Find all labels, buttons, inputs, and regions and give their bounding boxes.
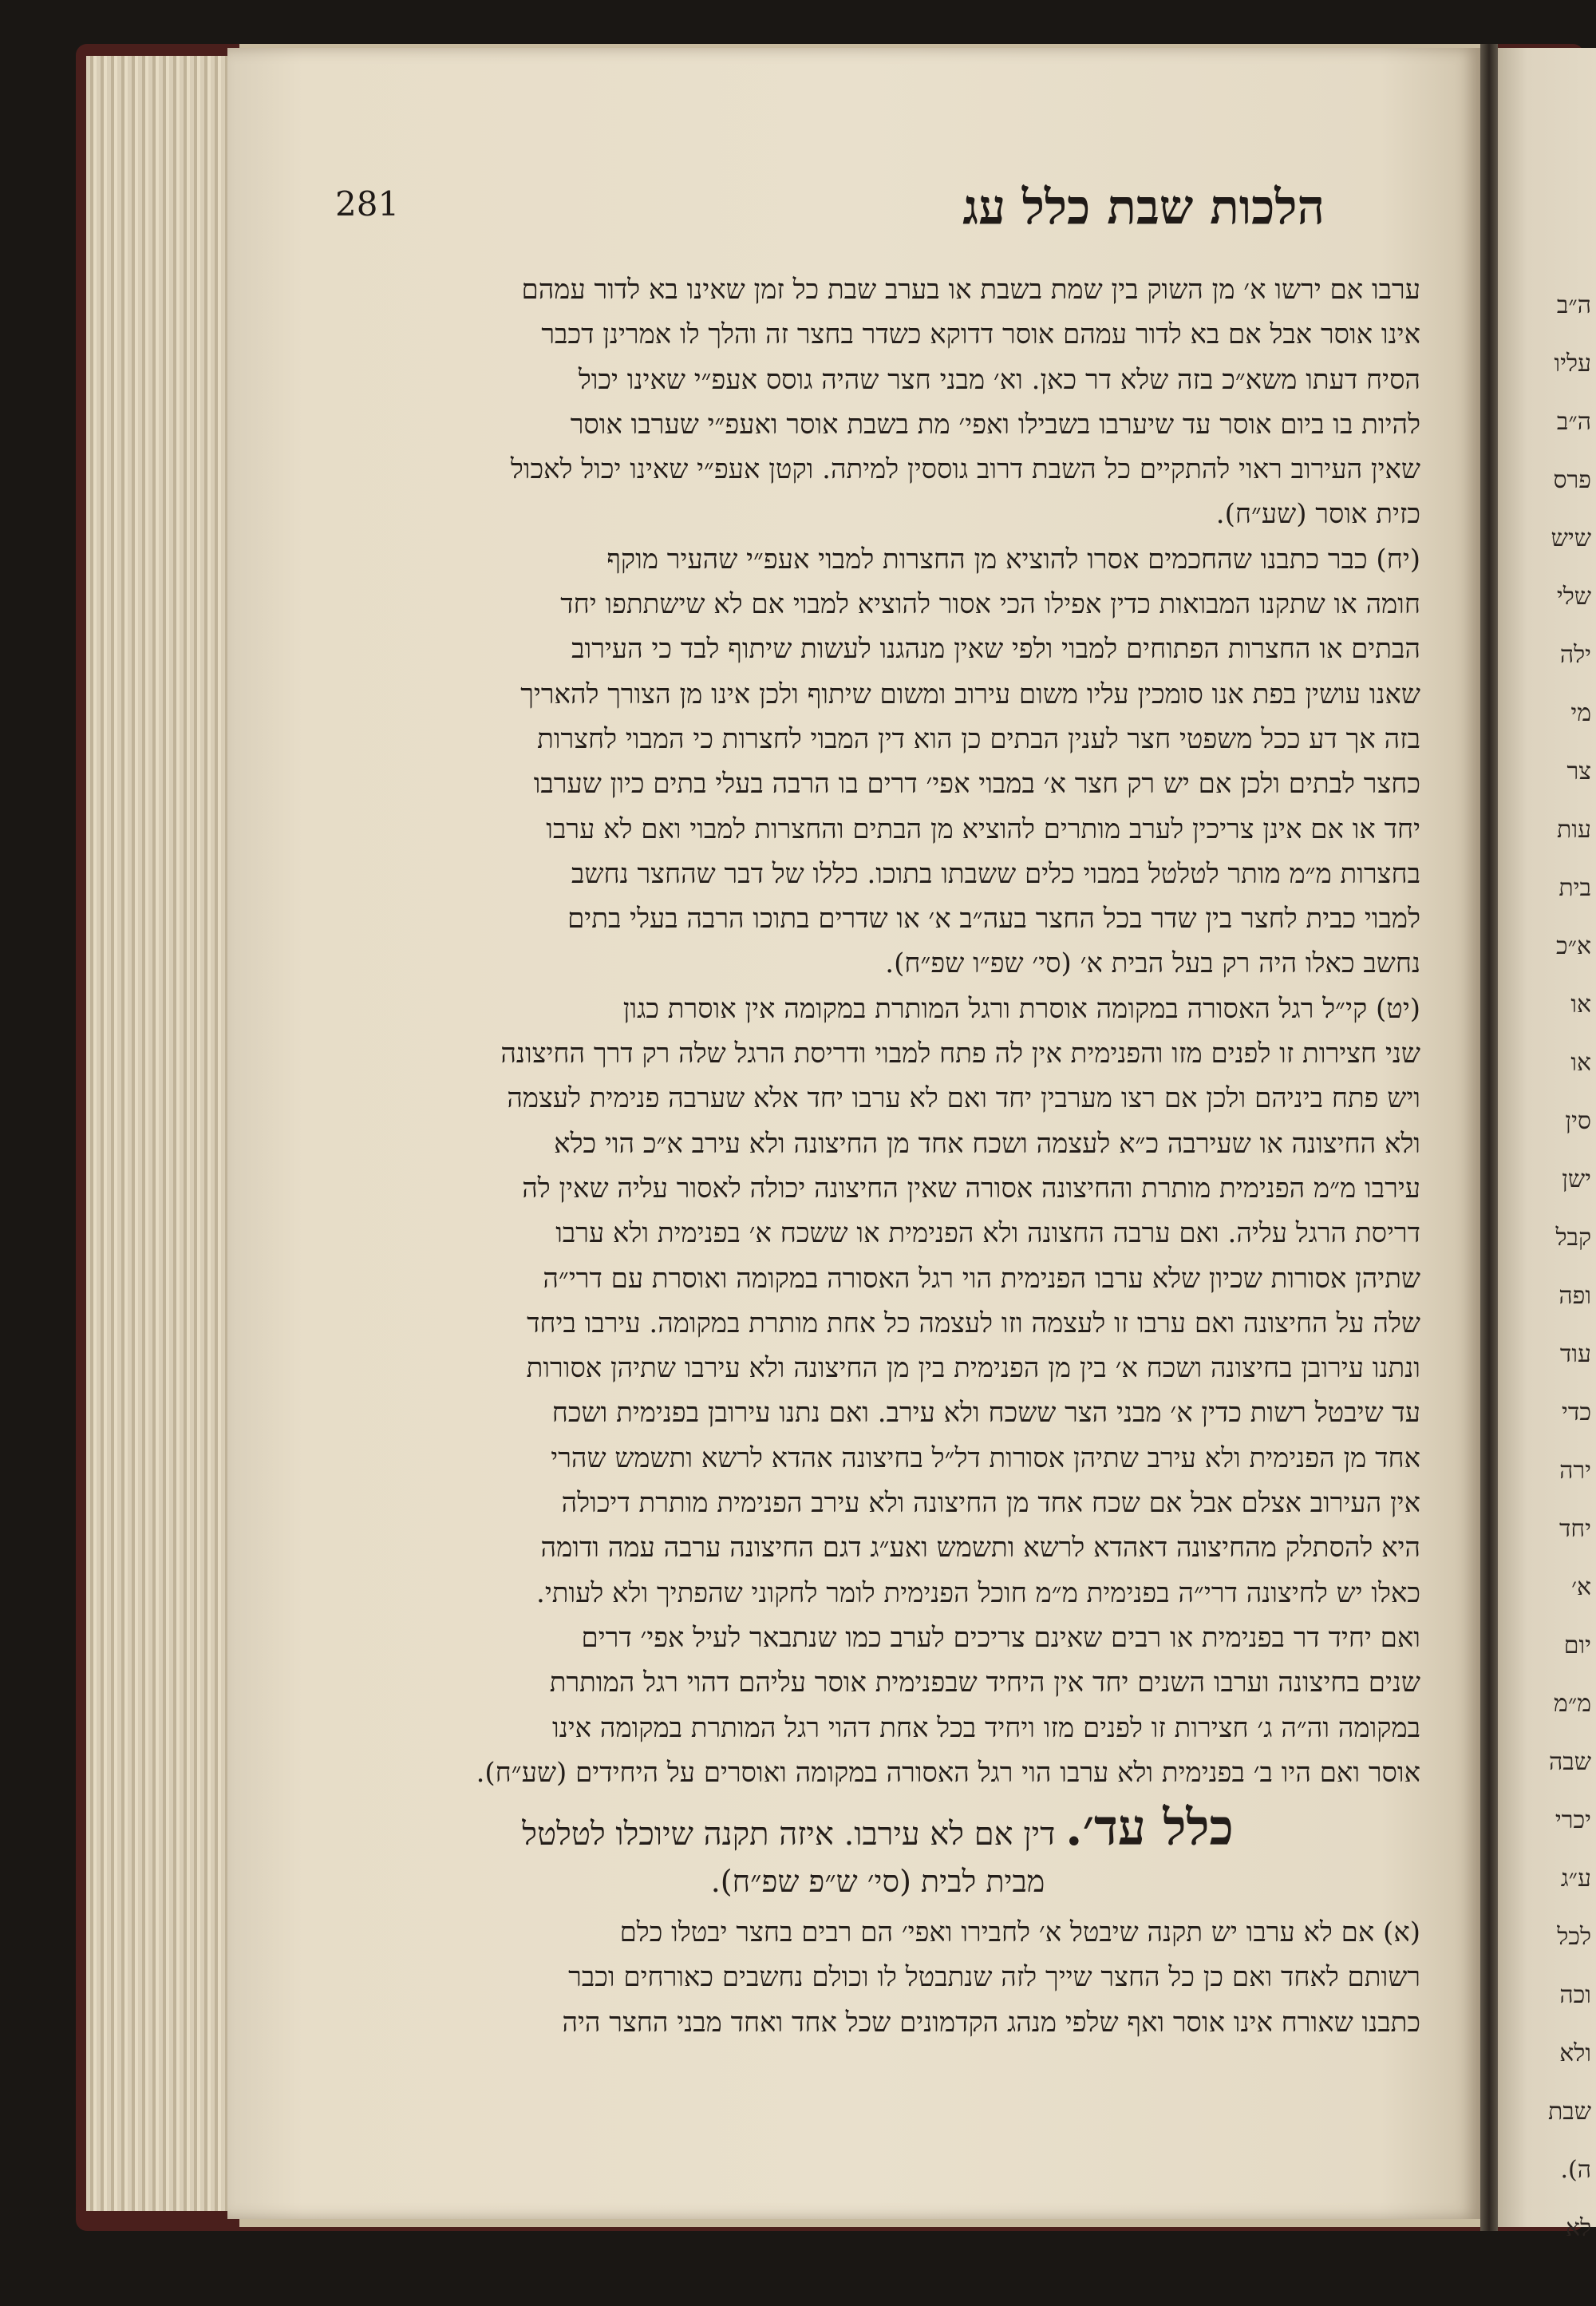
facing-page-fragment: או: [1570, 1049, 1591, 1077]
facing-page-fragment: עות: [1557, 816, 1591, 844]
text-line: (יט) קי״ל רגל האסורה במקומה אוסרת ורגל המותרת במקומה אין אוסרת כגון: [622, 992, 1420, 1025]
text-line: שני חצירות זו לפנים מזו והפנימית אין לה פתח למבוי ודריסת הרגל שלה רק דרך החיצונה: [500, 1038, 1420, 1070]
facing-page-fragment: יום: [1563, 1632, 1591, 1659]
facing-page: [1498, 48, 1596, 2242]
page-edges: [86, 56, 246, 2211]
text-line: ואם יחיד דר בפנימית או רבים שאינם צריכים לערב כמו שנתבאר לעיל אפי׳ דרים: [581, 1621, 1420, 1654]
text-line: (א) אם לא ערבו יש תקנה שיבטל א׳ לחבירו ואפי׳ הם רבים בחצר יבטלו כלם: [619, 1916, 1420, 1949]
text-line: במקומה וה״ה ג׳ חצירות זו לפנים מזו ויחיד בכל אחת דהוי רגל המותרת במקומה אינו: [552, 1711, 1420, 1744]
text-line: רשותם לאחד ואם כן כל החצר שייך לזה שנתבטל לו וכולם נחשבים כאורחים וכבר: [568, 1961, 1420, 1994]
facing-page-fragment: שבה: [1549, 1748, 1591, 1776]
text-line: עד שיבטל רשות כדין א׳ מבני הצר ששכח ולא עירב. ואם נתנו עירובן בפנימית ושכח: [551, 1397, 1420, 1430]
text-line: ויש פתח ביניהם ולכן אם רצו מערבין יחד ואם לא ערבו יחד אלא שערבה פנימית לעצמה: [507, 1082, 1420, 1115]
text-line: שנים בחיצונה וערבו השנים יחד אין היחיד שבפנימית אוסר עליהם דהוי רגל המותרת: [549, 1667, 1420, 1699]
text-line: כזית אוסר (שע״ח).: [1215, 498, 1420, 531]
facing-page-fragment: או: [1570, 991, 1591, 1019]
facing-page-fragment: שלי: [1556, 583, 1591, 611]
page-number: 281: [335, 184, 400, 223]
text-line: למבוי כבית לחצר בין שדר בכל החצר בעה״ב א׳ או שדרים בתוכו הרבה בעלי בתים: [567, 903, 1420, 935]
text-line: היא להסתלק מהחיצונה דאהדא לרשא ותשמש ואע״ג דגם החיצונה ערבה עמה ודומה: [540, 1532, 1420, 1564]
facing-page-fragment: כדי: [1562, 1398, 1591, 1426]
facing-page-fragment: וכה: [1559, 1981, 1591, 2009]
text-line: להיות בו ביום אוסר עד שיערבו בשבילו ואפי׳ מת בשבת אוסר ואעפ״י שערבו אוסר: [570, 408, 1420, 441]
section-heading: [335, 1798, 1420, 1904]
text-line: דריסת הרגל עליה. ואם ערבה החצונה ולא הפנימית או ששכח א׳ בפנימית ולא ערבו: [555, 1217, 1420, 1250]
facing-page-fragment: מי: [1570, 699, 1591, 727]
facing-page-fragment: קבל: [1555, 1224, 1591, 1252]
page-header: [335, 180, 1420, 243]
section-title-line1: דין אם לא עירבו. איזה תקנה שיוכלו לטלטל: [522, 1816, 1056, 1853]
text-line: (יח) כבר כתבנו שהחכמים אסרו להוציא מן החצרות למבוי אעפ״י שהעיר מוקף: [606, 543, 1420, 576]
facing-page-fragment: מ״מ: [1554, 1690, 1591, 1718]
section-title-line2: מבית לבית (סי׳ ש״פ שפ״ח).: [710, 1864, 1045, 1900]
facing-page-fragment: לא: [1565, 2214, 1591, 2242]
paragraph: [335, 537, 1420, 987]
paragraph: [335, 1910, 1420, 2045]
facing-page-fragment: ולא: [1559, 2039, 1591, 2067]
text-line: אין העירוב אצלם אבל אם שכח אחד מן החיצונה ולא עירב הפנימית מותרת דיכולה: [561, 1487, 1420, 1520]
text-block: [335, 267, 1420, 2045]
section-label: כלל עד׳.: [1065, 1798, 1234, 1857]
text-line: הבתים או החצרות הפתוחים למבוי ולפי שאין מנהגנו לעשות שיתוף לבד כי העירוב: [571, 633, 1420, 666]
text-line: ונתנו עירובן בחיצונה ושכח א׳ בין מן הפנימית בין מן החיצונה ולא עירבו שתיהן אסורות: [526, 1352, 1420, 1385]
text-line: אוסר ואם היו ב׳ בפנימית ולא ערבו הוי רגל האסורה במקומה ואוסרים על היחידים (שע״ח).: [476, 1756, 1420, 1789]
facing-page-fragment: ה).: [1560, 2156, 1591, 2184]
text-line: עירבו מ״מ הפנימית מותרת והחיצונה אסורה שאין החיצונה יכולה לאסור עליה שאין לה: [522, 1172, 1420, 1204]
facing-page-fragment: ירה: [1559, 1457, 1591, 1485]
text-line: שלה על החיצונה ואם ערבו זו לעצמה וזו לעצמה כל אחת מותרת במקומה. עירבו ביחד: [527, 1307, 1420, 1339]
text-line: נחשב כאלו היה רק בעל הבית א׳ (סי׳ שפ״ו שפ״ח).: [885, 947, 1420, 980]
facing-page-fragment: ה״ב: [1556, 408, 1591, 436]
text-line: שתיהן אסורות שכיון שלא ערבו הפנימית הוי רגל האסורה במקומה ואוסרת עם דרי״ה: [543, 1262, 1420, 1295]
facing-page-fragment: יחד: [1558, 1515, 1591, 1543]
text-line: בזה אך דע ככל משפטי חצר לענין הבתים כן הוא דין המבוי לחצרות כי המבוי לחצרות: [537, 722, 1420, 755]
facing-page-fragment: צר: [1566, 757, 1591, 785]
text-line: הסיח דעתו משא״כ בזה שלא דר כאן. וא׳ מבני חצר שהיה גוסס אעפ״י שאינו יכול: [578, 363, 1420, 396]
facing-page-fragment: פרס: [1553, 466, 1591, 494]
running-title: הלכות שבת כלל עג: [962, 180, 1325, 235]
text-line: יחד או אם אינן צריכין לערב מותרים להוציא מן הבתים והחצרות למבוי ואם לא ערבו: [546, 813, 1420, 845]
facing-page-fragment: בית: [1558, 874, 1591, 902]
facing-page-fragment: ילה: [1559, 641, 1591, 669]
facing-page-fragment: ישן: [1562, 1165, 1591, 1193]
paragraph: [335, 987, 1420, 1795]
text-line: חומה או שתקנו המבואות כדין אפילו הכי אסור להוציא למבוי אם לא שישתתפו יחד: [560, 588, 1420, 621]
text-line: בחצרות מ״מ מותר לטלטל במבוי כלים ששבתו בתוכו. כללו של דבר שהחצר נחשב: [571, 857, 1420, 890]
facing-page-fragment: ע״ג: [1560, 1865, 1591, 1893]
facing-page-fragment: ה״ב: [1556, 291, 1591, 319]
facing-page-fragment: שבת: [1548, 2098, 1591, 2126]
text-line: ולא החיצונה או שעירבה כ״א לעצמה ושכח אחד מן החיצונה ולא עירב א״כ הוי כלא: [554, 1127, 1420, 1160]
paragraph: [335, 267, 1420, 537]
text-line: אינו אוסר אבל אם בא לדור עמהם אוסר דדוקא כשדר בחצר זה והלך לו אמרינן דכבר: [541, 318, 1420, 351]
facing-page-fragment: עוד: [1559, 1340, 1591, 1368]
facing-page-fragment: לכל: [1557, 1923, 1591, 1951]
facing-page-fragment: יכרי: [1555, 1806, 1591, 1834]
facing-page-fragment: א״כ: [1555, 932, 1591, 960]
text-line: ערבו אם ירשו א׳ מן השוק בין שמת בשבת או בערב שבת כל זמן שאינו בא לדור עמהם: [521, 274, 1420, 306]
facing-page-fragment: א׳: [1571, 1573, 1591, 1601]
text-line: שאנו עושין בפת אנו סומכין עליו משום עירוב ומשום שיתוף ולכן אינו מן הצורך להאריך: [520, 678, 1420, 710]
text-line: כאלו יש לחיצונה דרי״ה בפנימית מ״מ חוכל הפנימית לומר לחקוני שהפתיך ולא לעותי.: [536, 1576, 1420, 1609]
facing-page-fragment: שיש: [1551, 524, 1591, 552]
text-line: שאין העירוב ראוי להתקיים כל השבת דרוב גוססין למיתה. וקטן אעפ״י שאינו יכול לאכול: [510, 453, 1420, 486]
text-line: כחצר לבתים ולכן אם יש רק חצר א׳ במבוי אפי׳ דרים בו הרבה בעלי בתים כיון שערבו: [533, 768, 1420, 801]
text-line: אחד מן הפנימית ולא עירב שתיהן אסורות דל״ל בחיצונה אהדא לרשא ותשמש שהרי: [551, 1442, 1420, 1474]
facing-page-fragment: ופה: [1558, 1282, 1591, 1310]
facing-page-fragment: סין: [1565, 1107, 1591, 1135]
text-line: כתבנו שאורח אינו אוסר ואף שלפי מנהג הקדמונים שכל אחד ואחד מבני החצר היה: [562, 2006, 1420, 2039]
facing-page-fragment: עליו: [1554, 350, 1591, 378]
